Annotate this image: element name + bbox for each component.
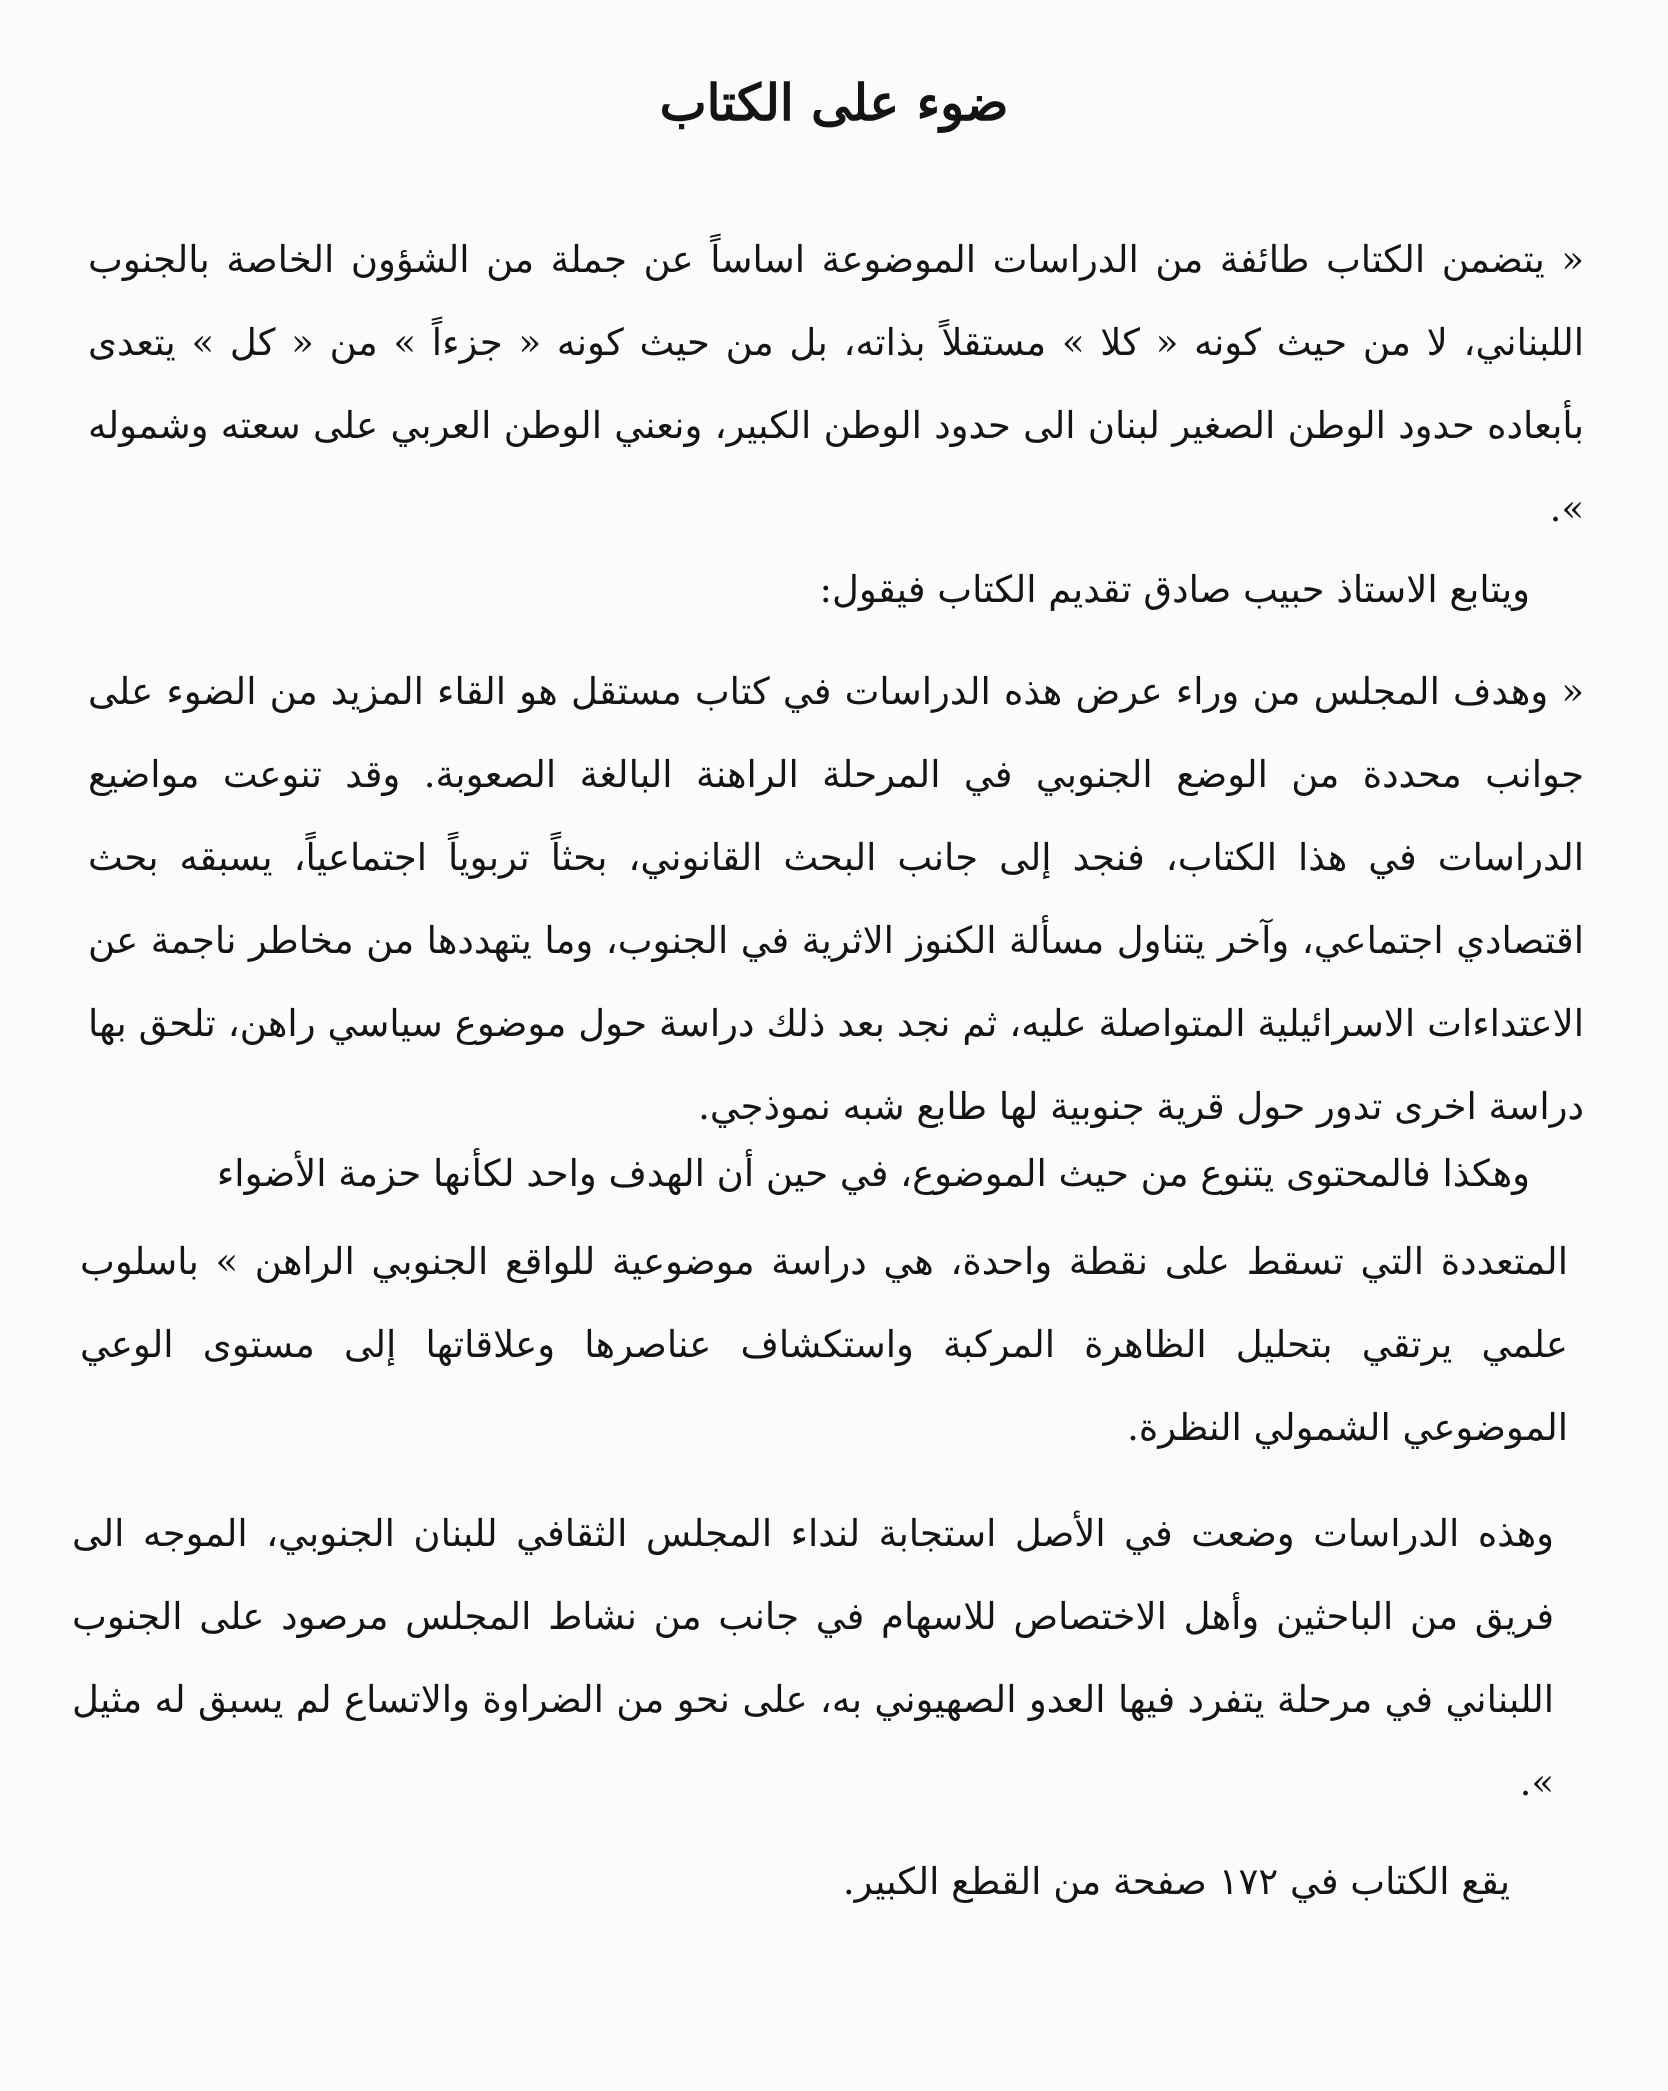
paragraph-content-variety: وهكذا فالمحتوى يتنوع من حيث الموضوع، في حين أن الهدف واحد لكأنها حزمة الأضواء [216,1152,1530,1195]
paragraph-council-goal: « وهدف المجلس من وراء عرض هذه الدراسات في كتاب مستقل هو القاء المزيد من الضوء على جوانب محددة من الوضع الجنوبي في المرحلة الراهنة البالغة الصعوبة. وقد تنوعت مواضيع الدراسات في هذا الكتاب، فنجد إلى جانب البحث القانوني، بحثاً تربوياً اجتماعياً، يسبقه بحث اقتصادي اجتماعي، وآخر يتناول مسألة الكنوز الاثرية في الجنوب، وما يتهددها من مخاطر ناجمة عن الاعتداءات الاسرائيلية المتواصلة عليه، ثم نجد بعد ذلك دراسة حول موضوع سياسي راهن، تلحق بها دراسة اخرى تدور حول قرية جنوبية لها طابع شبه نموذجي. [88,670,1584,1128]
paragraph-methodology: المتعددة التي تسقط على نقطة واحدة، هي دراسة موضوعية للواقع الجنوبي الراهن » باسلوب علمي يرتقي بتحليل الظاهرة المركبة واستكشاف عناصرها وعلاقاتها إلى مستوى الوعي الموضوعي الشمولي النظرة. [80,1240,1568,1449]
paragraph-intro-quote: « يتضمن الكتاب طائفة من الدراسات الموضوعة اساساً عن جملة من الشؤون الخاصة بالجنوب اللبناني، لا من حيث كونه « كلا » مستقلاً بذاته، بل من حيث كونه « جزءاً » من « كل » يتعدى بأبعاده حدود الوطن الصغير لبنان الى حدود الوطن الكبير، ونعني الوطن العربي على سعته وشموله ». [88,238,1584,530]
paragraph-page-count: يقع الكتاب في ١٧٢ صفحة من القطع الكبير. [842,1860,1510,1903]
page-title: ضوء على الكتاب [659,73,1009,132]
paragraph-origin: وهذه الدراسات وضعت في الأصل استجابة لنداء المجلس الثقافي للبنان الجنوبي، الموجه الى فريق من الباحثين وأهل الاختصاص للاسهام في جانب من نشاط المجلس مرصود على الجنوب اللبناني في مرحلة يتفرد فيها العدو الصهيوني به، على نحو من الضراوة والاتساع لم يسبق له مثيل ». [72,1512,1555,1804]
paragraph-transition: ويتابع الاستاذ حبيب صادق تقديم الكتاب فيقول: [819,568,1530,611]
